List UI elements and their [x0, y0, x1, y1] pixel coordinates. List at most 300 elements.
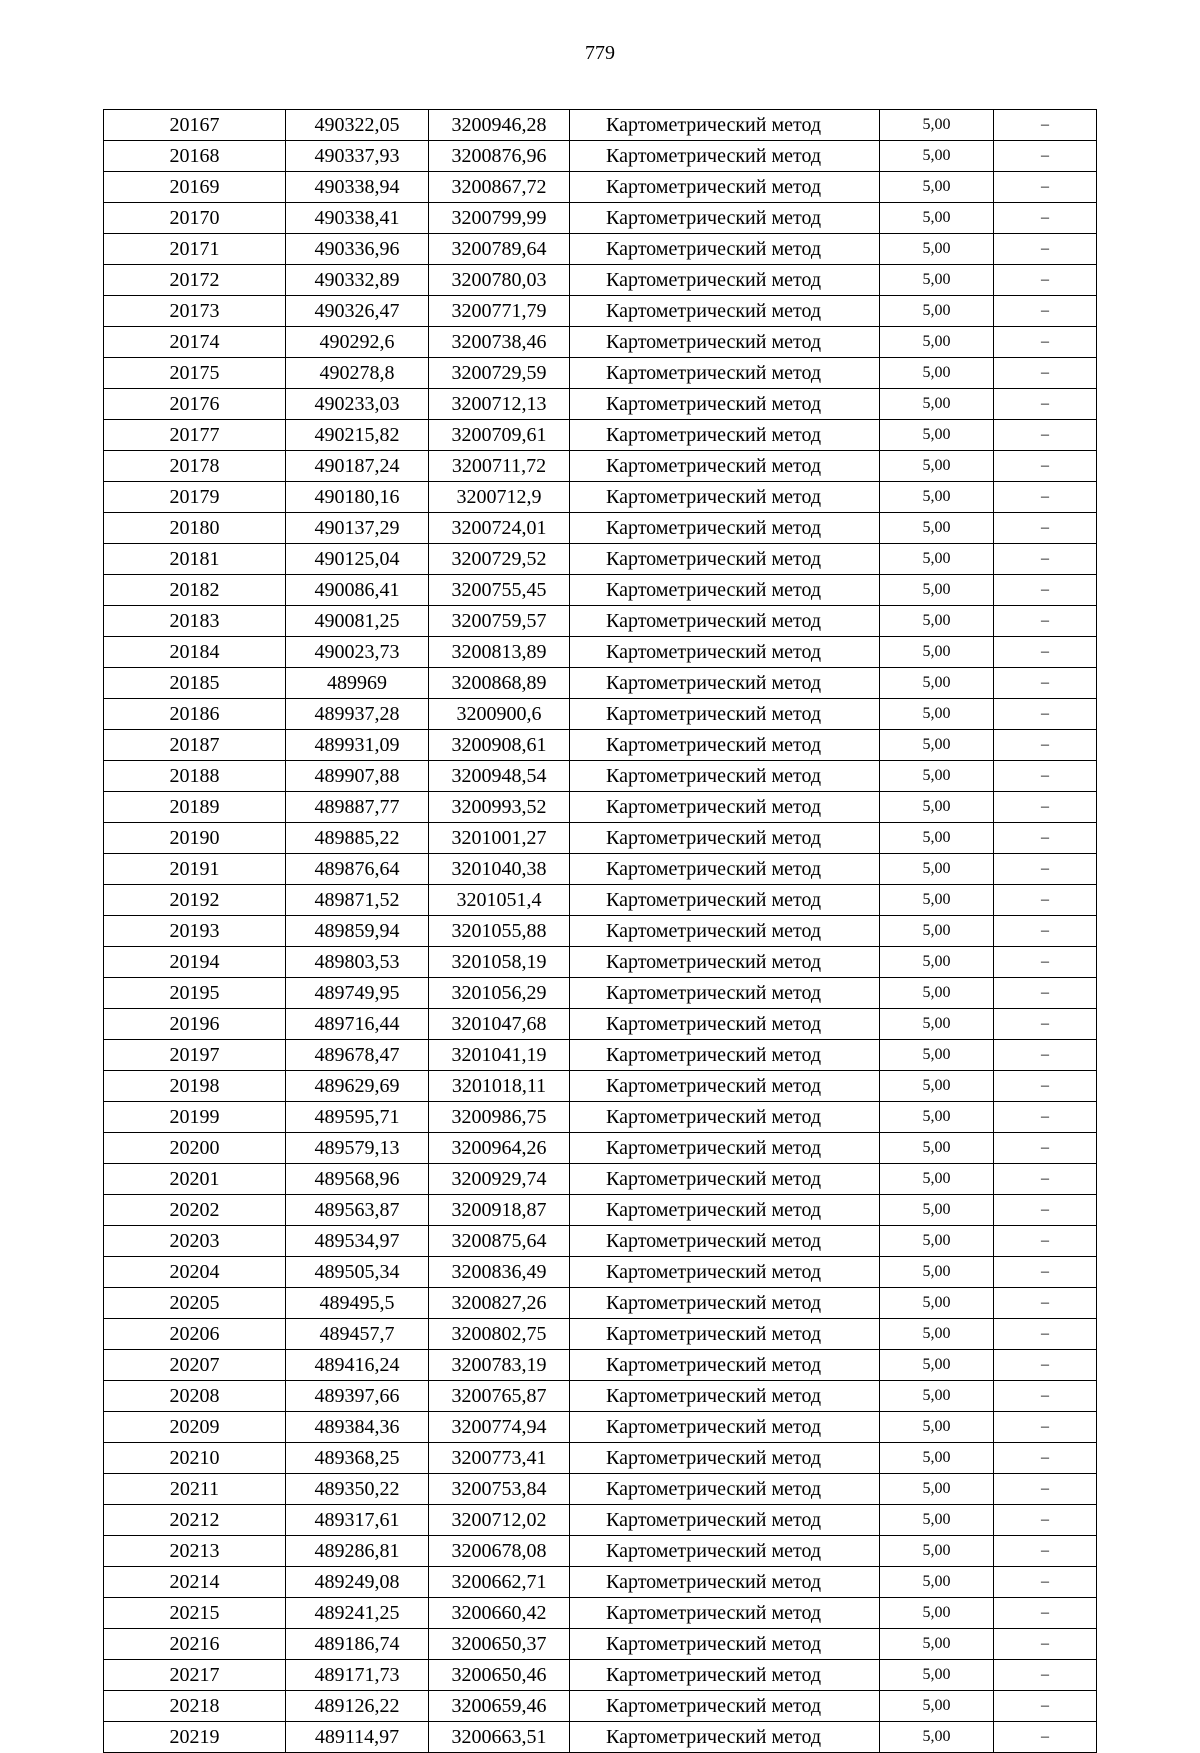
description-cell: –	[994, 947, 1097, 978]
table-row	[104, 203, 1097, 234]
precision-cell: 5,00	[880, 1598, 994, 1629]
y-coordinate-cell: 3200948,54	[429, 761, 570, 792]
point-number-cell: 20181	[104, 544, 286, 575]
description-cell: –	[994, 1102, 1097, 1133]
method-cell: Картометрический метод	[570, 637, 880, 668]
description-cell: –	[994, 1629, 1097, 1660]
method-cell: Картометрический метод	[570, 1443, 880, 1474]
y-coordinate-cell: 3200918,87	[429, 1195, 570, 1226]
y-coordinate-cell: 3200755,45	[429, 575, 570, 606]
table-row	[104, 420, 1097, 451]
point-number-cell: 20193	[104, 916, 286, 947]
precision-cell: 5,00	[880, 1288, 994, 1319]
y-coordinate-cell: 3200867,72	[429, 172, 570, 203]
method-cell: Картометрический метод	[570, 730, 880, 761]
point-number-cell: 20201	[104, 1164, 286, 1195]
x-coordinate-cell: 489249,08	[286, 1567, 429, 1598]
point-number-cell: 20199	[104, 1102, 286, 1133]
point-number-cell: 20180	[104, 513, 286, 544]
table-row	[104, 792, 1097, 823]
precision-cell: 5,00	[880, 761, 994, 792]
y-coordinate-cell: 3201047,68	[429, 1009, 570, 1040]
precision-cell: 5,00	[880, 637, 994, 668]
x-coordinate-cell: 489126,22	[286, 1691, 429, 1722]
point-number-cell: 20209	[104, 1412, 286, 1443]
point-number-cell: 20185	[104, 668, 286, 699]
precision-cell: 5,00	[880, 1381, 994, 1412]
table-row	[104, 1350, 1097, 1381]
y-coordinate-cell: 3200709,61	[429, 420, 570, 451]
x-coordinate-cell: 489887,77	[286, 792, 429, 823]
precision-cell: 5,00	[880, 234, 994, 265]
table-row	[104, 761, 1097, 792]
table-row	[104, 637, 1097, 668]
description-cell: –	[994, 978, 1097, 1009]
y-coordinate-cell: 3200774,94	[429, 1412, 570, 1443]
y-coordinate-cell: 3200946,28	[429, 110, 570, 141]
precision-cell: 5,00	[880, 885, 994, 916]
method-cell: Картометрический метод	[570, 1350, 880, 1381]
method-cell: Картометрический метод	[570, 1722, 880, 1753]
description-cell: –	[994, 389, 1097, 420]
description-cell: –	[994, 699, 1097, 730]
y-coordinate-cell: 3200827,26	[429, 1288, 570, 1319]
x-coordinate-cell: 490180,16	[286, 482, 429, 513]
point-number-cell: 20173	[104, 296, 286, 327]
y-coordinate-cell: 3200712,02	[429, 1505, 570, 1536]
table-row	[104, 1598, 1097, 1629]
precision-cell: 5,00	[880, 1474, 994, 1505]
table-row	[104, 110, 1097, 141]
y-coordinate-cell: 3200875,64	[429, 1226, 570, 1257]
precision-cell: 5,00	[880, 1071, 994, 1102]
precision-cell: 5,00	[880, 1133, 994, 1164]
method-cell: Картометрический метод	[570, 575, 880, 606]
y-coordinate-cell: 3200836,49	[429, 1257, 570, 1288]
precision-cell: 5,00	[880, 792, 994, 823]
y-coordinate-cell: 3200908,61	[429, 730, 570, 761]
y-coordinate-cell: 3200729,52	[429, 544, 570, 575]
description-cell: –	[994, 544, 1097, 575]
description-cell: –	[994, 792, 1097, 823]
point-number-cell: 20196	[104, 1009, 286, 1040]
method-cell: Картометрический метод	[570, 1257, 880, 1288]
table-row	[104, 1071, 1097, 1102]
y-coordinate-cell: 3201001,27	[429, 823, 570, 854]
y-coordinate-cell: 3200729,59	[429, 358, 570, 389]
description-cell: –	[994, 358, 1097, 389]
point-number-cell: 20174	[104, 327, 286, 358]
table-row	[104, 141, 1097, 172]
y-coordinate-cell: 3200802,75	[429, 1319, 570, 1350]
method-cell: Картометрический метод	[570, 699, 880, 730]
table-row	[104, 699, 1097, 730]
table-row	[104, 1288, 1097, 1319]
table-row	[104, 1257, 1097, 1288]
x-coordinate-cell: 490187,24	[286, 451, 429, 482]
table-row	[104, 730, 1097, 761]
point-number-cell: 20214	[104, 1567, 286, 1598]
precision-cell: 5,00	[880, 1257, 994, 1288]
precision-cell: 5,00	[880, 606, 994, 637]
y-coordinate-cell: 3201018,11	[429, 1071, 570, 1102]
description-cell: –	[994, 1536, 1097, 1567]
table-row	[104, 947, 1097, 978]
y-coordinate-cell: 3200986,75	[429, 1102, 570, 1133]
y-coordinate-cell: 3200799,99	[429, 203, 570, 234]
precision-cell: 5,00	[880, 1319, 994, 1350]
x-coordinate-cell: 489563,87	[286, 1195, 429, 1226]
method-cell: Картометрический метод	[570, 420, 880, 451]
description-cell: –	[994, 885, 1097, 916]
table-row	[104, 1133, 1097, 1164]
point-number-cell: 20169	[104, 172, 286, 203]
point-number-cell: 20200	[104, 1133, 286, 1164]
point-number-cell: 20212	[104, 1505, 286, 1536]
table-row	[104, 885, 1097, 916]
point-number-cell: 20183	[104, 606, 286, 637]
table-row	[104, 1567, 1097, 1598]
x-coordinate-cell: 489397,66	[286, 1381, 429, 1412]
precision-cell: 5,00	[880, 420, 994, 451]
table-row	[104, 1319, 1097, 1350]
precision-cell: 5,00	[880, 141, 994, 172]
description-cell: –	[994, 854, 1097, 885]
point-number-cell: 20211	[104, 1474, 286, 1505]
precision-cell: 5,00	[880, 451, 994, 482]
point-number-cell: 20179	[104, 482, 286, 513]
x-coordinate-cell: 489969	[286, 668, 429, 699]
description-cell: –	[994, 1412, 1097, 1443]
description-cell: –	[994, 637, 1097, 668]
description-cell: –	[994, 110, 1097, 141]
y-coordinate-cell: 3200724,01	[429, 513, 570, 544]
method-cell: Картометрический метод	[570, 544, 880, 575]
table-row	[104, 327, 1097, 358]
y-coordinate-cell: 3200711,72	[429, 451, 570, 482]
method-cell: Картометрический метод	[570, 1381, 880, 1412]
method-cell: Картометрический метод	[570, 885, 880, 916]
description-cell: –	[994, 916, 1097, 947]
x-coordinate-cell: 489505,34	[286, 1257, 429, 1288]
method-cell: Картометрический метод	[570, 1505, 880, 1536]
x-coordinate-cell: 490233,03	[286, 389, 429, 420]
y-coordinate-cell: 3200663,51	[429, 1722, 570, 1753]
precision-cell: 5,00	[880, 1722, 994, 1753]
point-number-cell: 20205	[104, 1288, 286, 1319]
x-coordinate-cell: 490337,93	[286, 141, 429, 172]
page-number: 779	[585, 42, 615, 64]
x-coordinate-cell: 489186,74	[286, 1629, 429, 1660]
precision-cell: 5,00	[880, 916, 994, 947]
description-cell: –	[994, 1505, 1097, 1536]
x-coordinate-cell: 490081,25	[286, 606, 429, 637]
method-cell: Картометрический метод	[570, 1226, 880, 1257]
point-number-cell: 20208	[104, 1381, 286, 1412]
method-cell: Картометрический метод	[570, 327, 880, 358]
point-number-cell: 20178	[104, 451, 286, 482]
precision-cell: 5,00	[880, 823, 994, 854]
point-number-cell: 20172	[104, 265, 286, 296]
method-cell: Картометрический метод	[570, 141, 880, 172]
table-row	[104, 1412, 1097, 1443]
point-number-cell: 20210	[104, 1443, 286, 1474]
method-cell: Картометрический метод	[570, 1102, 880, 1133]
method-cell: Картометрический метод	[570, 1474, 880, 1505]
table-row	[104, 1629, 1097, 1660]
point-number-cell: 20187	[104, 730, 286, 761]
description-cell: –	[994, 575, 1097, 606]
point-number-cell: 20171	[104, 234, 286, 265]
x-coordinate-cell: 489629,69	[286, 1071, 429, 1102]
description-cell: –	[994, 1319, 1097, 1350]
x-coordinate-cell: 489885,22	[286, 823, 429, 854]
y-coordinate-cell: 3200753,84	[429, 1474, 570, 1505]
description-cell: –	[994, 1350, 1097, 1381]
method-cell: Картометрический метод	[570, 1071, 880, 1102]
table-row	[104, 482, 1097, 513]
precision-cell: 5,00	[880, 1040, 994, 1071]
table-row	[104, 1040, 1097, 1071]
table-row	[104, 606, 1097, 637]
precision-cell: 5,00	[880, 575, 994, 606]
y-coordinate-cell: 3200868,89	[429, 668, 570, 699]
table-row	[104, 668, 1097, 699]
y-coordinate-cell: 3201055,88	[429, 916, 570, 947]
y-coordinate-cell: 3200662,71	[429, 1567, 570, 1598]
table-row	[104, 389, 1097, 420]
description-cell: –	[994, 203, 1097, 234]
precision-cell: 5,00	[880, 854, 994, 885]
y-coordinate-cell: 3200773,41	[429, 1443, 570, 1474]
precision-cell: 5,00	[880, 544, 994, 575]
method-cell: Картометрический метод	[570, 110, 880, 141]
y-coordinate-cell: 3200759,57	[429, 606, 570, 637]
method-cell: Картометрический метод	[570, 854, 880, 885]
method-cell: Картометрический метод	[570, 1412, 880, 1443]
method-cell: Картометрический метод	[570, 606, 880, 637]
x-coordinate-cell: 490326,47	[286, 296, 429, 327]
table-row	[104, 575, 1097, 606]
x-coordinate-cell: 489416,24	[286, 1350, 429, 1381]
method-cell: Картометрический метод	[570, 482, 880, 513]
table-row	[104, 1102, 1097, 1133]
method-cell: Картометрический метод	[570, 1288, 880, 1319]
method-cell: Картометрический метод	[570, 265, 880, 296]
y-coordinate-cell: 3200650,37	[429, 1629, 570, 1660]
point-number-cell: 20198	[104, 1071, 286, 1102]
x-coordinate-cell: 489749,95	[286, 978, 429, 1009]
precision-cell: 5,00	[880, 1443, 994, 1474]
x-coordinate-cell: 490336,96	[286, 234, 429, 265]
method-cell: Картометрический метод	[570, 668, 880, 699]
precision-cell: 5,00	[880, 1412, 994, 1443]
precision-cell: 5,00	[880, 482, 994, 513]
description-cell: –	[994, 1567, 1097, 1598]
x-coordinate-cell: 489534,97	[286, 1226, 429, 1257]
point-number-cell: 20195	[104, 978, 286, 1009]
description-cell: –	[994, 1288, 1097, 1319]
description-cell: –	[994, 1071, 1097, 1102]
table-row	[104, 1536, 1097, 1567]
point-number-cell: 20184	[104, 637, 286, 668]
x-coordinate-cell: 489568,96	[286, 1164, 429, 1195]
precision-cell: 5,00	[880, 1660, 994, 1691]
y-coordinate-cell: 3201058,19	[429, 947, 570, 978]
table-row	[104, 1009, 1097, 1040]
precision-cell: 5,00	[880, 1536, 994, 1567]
y-coordinate-cell: 3201040,38	[429, 854, 570, 885]
table-row	[104, 1381, 1097, 1412]
table-row	[104, 544, 1097, 575]
description-cell: –	[994, 1691, 1097, 1722]
precision-cell: 5,00	[880, 513, 994, 544]
method-cell: Картометрический метод	[570, 389, 880, 420]
y-coordinate-cell: 3200660,42	[429, 1598, 570, 1629]
point-number-cell: 20213	[104, 1536, 286, 1567]
precision-cell: 5,00	[880, 172, 994, 203]
y-coordinate-cell: 3200712,13	[429, 389, 570, 420]
precision-cell: 5,00	[880, 1350, 994, 1381]
point-number-cell: 20182	[104, 575, 286, 606]
y-coordinate-cell: 3201041,19	[429, 1040, 570, 1071]
method-cell: Картометрический метод	[570, 1319, 880, 1350]
x-coordinate-cell: 490338,94	[286, 172, 429, 203]
table-row	[104, 1691, 1097, 1722]
precision-cell: 5,00	[880, 327, 994, 358]
x-coordinate-cell: 489495,5	[286, 1288, 429, 1319]
x-coordinate-cell: 489803,53	[286, 947, 429, 978]
precision-cell: 5,00	[880, 1691, 994, 1722]
method-cell: Картометрический метод	[570, 1164, 880, 1195]
x-coordinate-cell: 489871,52	[286, 885, 429, 916]
description-cell: –	[994, 296, 1097, 327]
method-cell: Картометрический метод	[570, 792, 880, 823]
precision-cell: 5,00	[880, 1567, 994, 1598]
table-row	[104, 265, 1097, 296]
table-row	[104, 451, 1097, 482]
coordinates-table	[103, 109, 1097, 1753]
point-number-cell: 20188	[104, 761, 286, 792]
point-number-cell: 20167	[104, 110, 286, 141]
point-number-cell: 20204	[104, 1257, 286, 1288]
table-row	[104, 1505, 1097, 1536]
x-coordinate-cell: 490278,8	[286, 358, 429, 389]
table-row	[104, 1226, 1097, 1257]
x-coordinate-cell: 490086,41	[286, 575, 429, 606]
x-coordinate-cell: 489171,73	[286, 1660, 429, 1691]
point-number-cell: 20177	[104, 420, 286, 451]
table-row	[104, 1660, 1097, 1691]
point-number-cell: 20202	[104, 1195, 286, 1226]
method-cell: Картометрический метод	[570, 761, 880, 792]
description-cell: –	[994, 327, 1097, 358]
point-number-cell: 20190	[104, 823, 286, 854]
method-cell: Картометрический метод	[570, 1598, 880, 1629]
description-cell: –	[994, 606, 1097, 637]
precision-cell: 5,00	[880, 1505, 994, 1536]
method-cell: Картометрический метод	[570, 1133, 880, 1164]
table-row	[104, 978, 1097, 1009]
method-cell: Картометрический метод	[570, 978, 880, 1009]
y-coordinate-cell: 3200789,64	[429, 234, 570, 265]
description-cell: –	[994, 1474, 1097, 1505]
table-row	[104, 916, 1097, 947]
y-coordinate-cell: 3200678,08	[429, 1536, 570, 1567]
point-number-cell: 20216	[104, 1629, 286, 1660]
description-cell: –	[994, 513, 1097, 544]
point-number-cell: 20203	[104, 1226, 286, 1257]
point-number-cell: 20191	[104, 854, 286, 885]
point-number-cell: 20207	[104, 1350, 286, 1381]
method-cell: Картометрический метод	[570, 1660, 880, 1691]
precision-cell: 5,00	[880, 730, 994, 761]
precision-cell: 5,00	[880, 1629, 994, 1660]
precision-cell: 5,00	[880, 668, 994, 699]
method-cell: Картометрический метод	[570, 1195, 880, 1226]
description-cell: –	[994, 761, 1097, 792]
x-coordinate-cell: 489876,64	[286, 854, 429, 885]
table-row	[104, 1164, 1097, 1195]
x-coordinate-cell: 490023,73	[286, 637, 429, 668]
y-coordinate-cell: 3200712,9	[429, 482, 570, 513]
x-coordinate-cell: 490215,82	[286, 420, 429, 451]
point-number-cell: 20194	[104, 947, 286, 978]
x-coordinate-cell: 490137,29	[286, 513, 429, 544]
description-cell: –	[994, 1009, 1097, 1040]
point-number-cell: 20170	[104, 203, 286, 234]
precision-cell: 5,00	[880, 1009, 994, 1040]
x-coordinate-cell: 489457,7	[286, 1319, 429, 1350]
precision-cell: 5,00	[880, 947, 994, 978]
description-cell: –	[994, 265, 1097, 296]
point-number-cell: 20219	[104, 1722, 286, 1753]
x-coordinate-cell: 490322,05	[286, 110, 429, 141]
x-coordinate-cell: 490332,89	[286, 265, 429, 296]
point-number-cell: 20168	[104, 141, 286, 172]
description-cell: –	[994, 1381, 1097, 1412]
method-cell: Картометрический метод	[570, 1629, 880, 1660]
x-coordinate-cell: 489114,97	[286, 1722, 429, 1753]
x-coordinate-cell: 489937,28	[286, 699, 429, 730]
description-cell: –	[994, 823, 1097, 854]
y-coordinate-cell: 3200659,46	[429, 1691, 570, 1722]
point-number-cell: 20218	[104, 1691, 286, 1722]
precision-cell: 5,00	[880, 978, 994, 1009]
method-cell: Картометрический метод	[570, 296, 880, 327]
precision-cell: 5,00	[880, 1226, 994, 1257]
x-coordinate-cell: 489595,71	[286, 1102, 429, 1133]
x-coordinate-cell: 490292,6	[286, 327, 429, 358]
description-cell: –	[994, 1722, 1097, 1753]
table-row	[104, 1443, 1097, 1474]
y-coordinate-cell: 3200738,46	[429, 327, 570, 358]
table-row	[104, 234, 1097, 265]
y-coordinate-cell: 3200900,6	[429, 699, 570, 730]
x-coordinate-cell: 489579,13	[286, 1133, 429, 1164]
x-coordinate-cell: 489286,81	[286, 1536, 429, 1567]
precision-cell: 5,00	[880, 389, 994, 420]
method-cell: Картометрический метод	[570, 451, 880, 482]
y-coordinate-cell: 3200780,03	[429, 265, 570, 296]
precision-cell: 5,00	[880, 1164, 994, 1195]
x-coordinate-cell: 489907,88	[286, 761, 429, 792]
table-row	[104, 172, 1097, 203]
method-cell: Картометрический метод	[570, 172, 880, 203]
point-number-cell: 20197	[104, 1040, 286, 1071]
y-coordinate-cell: 3200964,26	[429, 1133, 570, 1164]
method-cell: Картометрический метод	[570, 1567, 880, 1598]
